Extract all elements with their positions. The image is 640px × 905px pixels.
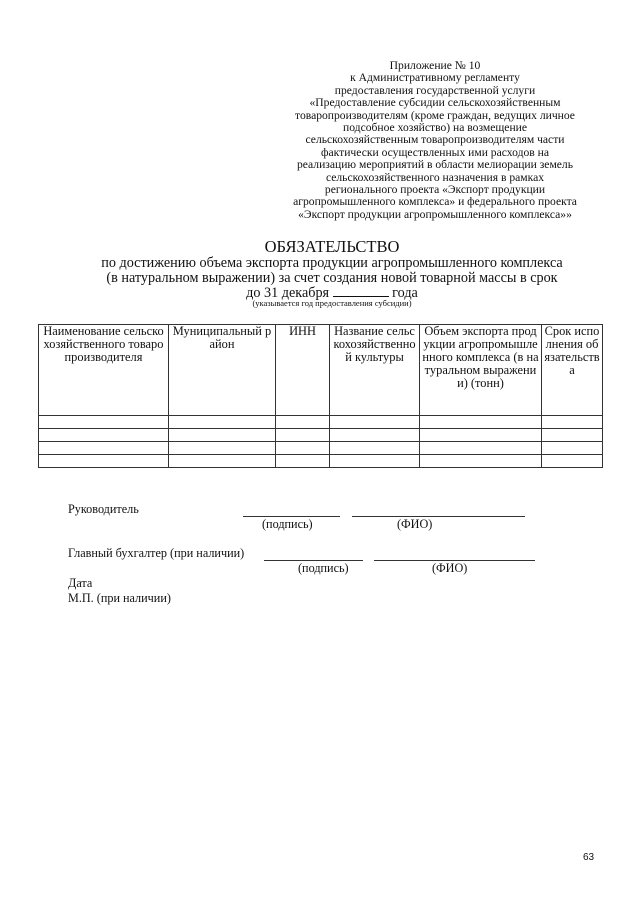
deadline-note: (указывается год предоставления субсидии) xyxy=(252,298,412,308)
table-cell[interactable] xyxy=(330,416,420,429)
column-header-crop: Название сельскохозяйственной культуры xyxy=(330,325,420,416)
appendix-line: регионального проекта «Экспорт продукции xyxy=(324,183,546,197)
appendix-line: сельскохозяйственным товаропроизводителям части xyxy=(305,133,565,147)
year-blank-field[interactable] xyxy=(333,286,389,297)
table-cell[interactable] xyxy=(542,455,603,468)
table-cell[interactable] xyxy=(542,442,603,455)
obligation-table xyxy=(38,324,603,468)
table-cell[interactable] xyxy=(276,455,330,468)
table-cell[interactable] xyxy=(276,429,330,442)
subtitle-line: по достижению объема экспорта продукции агропромышленного комплекса xyxy=(101,255,563,271)
table-cell[interactable] xyxy=(169,416,276,429)
table-cell[interactable] xyxy=(420,429,542,442)
table-row xyxy=(39,455,603,468)
appendix-line: агропромышленного комплекса» и федерального проекта xyxy=(293,195,577,209)
table-cell[interactable] xyxy=(39,455,169,468)
column-header-export-volume: Объем экспорта продукции агропромышленного комплекса (в натуральном выражении) (тонн) xyxy=(420,325,542,416)
table-cell[interactable] xyxy=(169,455,276,468)
table-cell[interactable] xyxy=(39,429,169,442)
table-cell[interactable] xyxy=(420,416,542,429)
appendix-line: «Предоставление субсидии сельскохозяйственным xyxy=(309,96,561,110)
table-cell[interactable] xyxy=(420,455,542,468)
accountant-name-caption: (ФИО) xyxy=(432,561,468,575)
accountant-signature-caption: (подпись) xyxy=(298,561,349,575)
table-header-row xyxy=(39,325,603,416)
title-block xyxy=(40,238,624,308)
table-cell[interactable] xyxy=(330,429,420,442)
head-signature-caption: (подпись) xyxy=(262,517,313,531)
head-name-line[interactable] xyxy=(352,516,525,517)
table-cell[interactable] xyxy=(276,442,330,455)
table-cell[interactable] xyxy=(276,416,330,429)
page-number: 63 xyxy=(583,852,595,863)
appendix-line: к Административному регламенту xyxy=(350,71,520,85)
appendix-line: «Экспорт продукции агропромышленного комплекса»» xyxy=(298,207,572,221)
date-label: Дата xyxy=(68,576,93,590)
column-header-inn: ИНН xyxy=(276,325,330,416)
appendix-line: подсобное хозяйство) на возмещение xyxy=(343,121,527,135)
document-title: ОБЯЗАТЕЛЬСТВО xyxy=(264,237,400,256)
appendix-line: Приложение № 10 xyxy=(389,59,481,72)
appendix-header xyxy=(270,60,600,221)
table-row xyxy=(39,442,603,455)
appendix-line: предоставления государственной услуги xyxy=(334,83,536,97)
head-label: Руководитель xyxy=(68,502,139,516)
table-cell[interactable] xyxy=(330,442,420,455)
deadline-prefix: до 31 декабря xyxy=(246,285,330,301)
subtitle-line: (в натуральном выражении) за счет создания новой товарной массы в срок xyxy=(106,270,558,286)
appendix-line: фактически осуществленных ими расходов на xyxy=(321,145,549,159)
seal-label: М.П. (при наличии) xyxy=(68,591,171,605)
table-row xyxy=(39,429,603,442)
table-cell[interactable] xyxy=(420,442,542,455)
appendix-line: сельскохозяйственного назначения в рамках xyxy=(325,170,545,184)
accountant-label: Главный бухгалтер (при наличии) xyxy=(68,546,245,560)
table-cell[interactable] xyxy=(542,429,603,442)
table-cell[interactable] xyxy=(542,416,603,429)
table-cell[interactable] xyxy=(39,416,169,429)
table-cell[interactable] xyxy=(39,442,169,455)
head-name-caption: (ФИО) xyxy=(397,517,433,531)
table-cell[interactable] xyxy=(169,429,276,442)
appendix-line: товаропроизводителям (кроме граждан, ведущих личное xyxy=(295,108,575,122)
table-cell[interactable] xyxy=(169,442,276,455)
appendix-line: реализацию мероприятий в области мелиорации земель xyxy=(296,158,574,172)
column-header-deadline: Срок исполнения обязательства xyxy=(542,325,603,416)
table-row xyxy=(39,416,603,429)
table-cell[interactable] xyxy=(330,455,420,468)
column-header-producer: Наименование сельскохозяйственного товаропроизводителя xyxy=(39,325,169,416)
deadline-suffix: года xyxy=(392,285,418,301)
column-header-district: Муниципальный район xyxy=(169,325,276,416)
